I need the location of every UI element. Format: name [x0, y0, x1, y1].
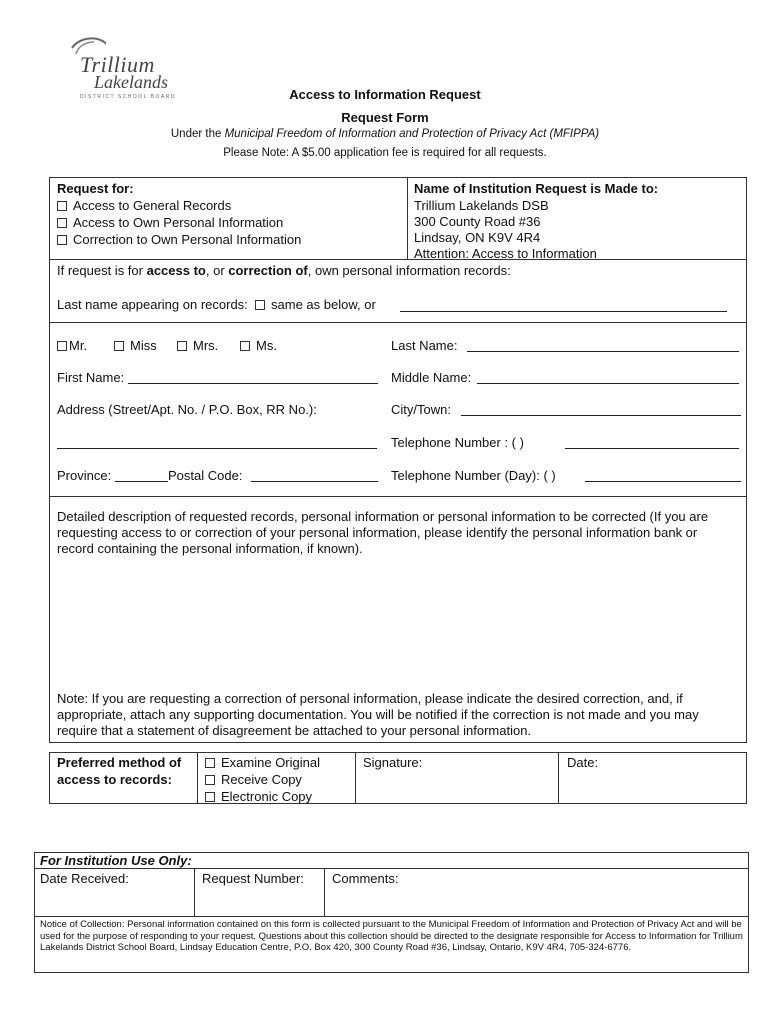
- telephone-day-field[interactable]: [585, 481, 741, 482]
- correction-note: Note: If you are requesting a correction of personal information, please indicate the desired correction, and, if appropriate, attach any supporting documentation. You will be notified if the correction is not made and you may require that a statement of disagreement be attached to your personal information.: [57, 691, 699, 738]
- form-title: Access to Information Request: [289, 87, 481, 102]
- request-for-label: Request for:: [57, 181, 134, 196]
- checkbox[interactable]: [205, 792, 215, 802]
- option-own-personal-info[interactable]: Access to Own Personal Information: [57, 215, 283, 230]
- fee-note: Please Note: A $5.00 application fee is required for all requests.: [223, 147, 547, 159]
- logo-text-dsb: DISTRICT SCHOOL BOARD: [80, 94, 176, 100]
- request-number-label: Request Number:: [202, 871, 304, 886]
- institution-line: Trillium Lakelands DSB: [414, 198, 549, 213]
- telephone-label: Telephone Number : ( ): [391, 435, 524, 450]
- checkbox[interactable]: [205, 758, 215, 768]
- checkbox[interactable]: [177, 341, 187, 351]
- checkbox[interactable]: [57, 235, 67, 245]
- act-reference: Under the Municipal Freedom of Information and Protection of Privacy Act (MFIPPA): [170, 128, 600, 140]
- method-examine-original[interactable]: Examine Original: [205, 755, 320, 770]
- telephone-day-label: Telephone Number (Day): ( ): [391, 468, 556, 483]
- institution-line: Attention: Access to Information: [414, 246, 597, 261]
- same-as-below-checkbox[interactable]: [255, 300, 265, 310]
- date-label: Date:: [567, 755, 599, 770]
- comments-label: Comments:: [332, 871, 399, 886]
- date-received-label: Date Received:: [40, 871, 129, 886]
- city-label: City/Town:: [391, 402, 451, 417]
- city-field[interactable]: [461, 415, 741, 416]
- method-electronic-copy[interactable]: Electronic Copy: [205, 789, 312, 804]
- province-field[interactable]: [115, 481, 168, 482]
- last-name-on-records-label: Last name appearing on records: same as below, or: [57, 297, 376, 312]
- title-mr[interactable]: Mr.: [57, 338, 87, 353]
- option-general-records[interactable]: Access to General Records: [57, 198, 231, 213]
- first-name-field[interactable]: [128, 383, 378, 384]
- address-label: Address (Street/Apt. No. / P.O. Box, RR No.):: [57, 402, 317, 417]
- method-receive-copy[interactable]: Receive Copy: [205, 772, 302, 787]
- institution-line: 300 County Road #36: [414, 214, 541, 229]
- method-label-2: access to records:: [57, 772, 172, 787]
- checkbox[interactable]: [240, 341, 250, 351]
- institution-line: Lindsay, ON K9V 4R4: [414, 230, 541, 245]
- option-correction[interactable]: Correction to Own Personal Information: [57, 232, 301, 247]
- checkbox[interactable]: [205, 775, 215, 785]
- logo-text-lakelands: Lakelands: [94, 72, 168, 92]
- description-textarea[interactable]: [57, 560, 737, 682]
- first-name-label: First Name:: [57, 370, 125, 385]
- form-subtitle: Request Form: [341, 110, 429, 125]
- method-label: Preferred method of: [57, 755, 182, 770]
- postal-code-label: Postal Code:: [168, 468, 243, 483]
- last-name-field[interactable]: [467, 351, 739, 352]
- address-field[interactable]: [57, 448, 377, 449]
- description-instructions: Detailed description of requested records, personal information or personal information to be corrected (If you are requesting access to or correction of your personal information, please identify the personal information bank or record containing the personal information, if known).: [57, 509, 709, 556]
- middle-name-field[interactable]: [477, 383, 739, 384]
- institution-label: Name of Institution Request is Made to:: [414, 181, 659, 196]
- institution-use-title: For Institution Use Only:: [40, 853, 192, 868]
- postal-code-field[interactable]: [251, 481, 378, 482]
- title-ms[interactable]: Ms.: [240, 338, 277, 353]
- telephone-field[interactable]: [565, 448, 739, 449]
- title-mrs[interactable]: Mrs.: [177, 338, 218, 353]
- checkbox[interactable]: [114, 341, 124, 351]
- signature-label: Signature:: [363, 755, 423, 770]
- checkbox[interactable]: [57, 341, 67, 351]
- checkbox[interactable]: [57, 201, 67, 211]
- province-label: Province:: [57, 468, 112, 483]
- last-name-on-records-field[interactable]: [400, 311, 727, 312]
- own-records-instruction: If request is for access to, or correction of, own personal information records:: [57, 263, 511, 278]
- title-miss[interactable]: Miss: [114, 338, 157, 353]
- checkbox[interactable]: [57, 218, 67, 228]
- last-name-label: Last Name:: [391, 338, 458, 353]
- logo-text-trillium: Trillium: [80, 52, 155, 77]
- middle-name-label: Middle Name:: [391, 370, 472, 385]
- notice-of-collection: Notice of Collection: Personal information contained on this form is collected pursuant to the Municipal Freedom of Information and Protection of Privacy Act and will be used for the purpose of responding to your request. Questions about this collection should be directed to the designate responsible for Access to Information for Trillium Lakelands District School Board, Lindsay Education Centre, P.O. Box 420, 300 County Road #36, Lindsay, Ontario, K9V 4R4, 705-324-6776.: [40, 919, 743, 953]
